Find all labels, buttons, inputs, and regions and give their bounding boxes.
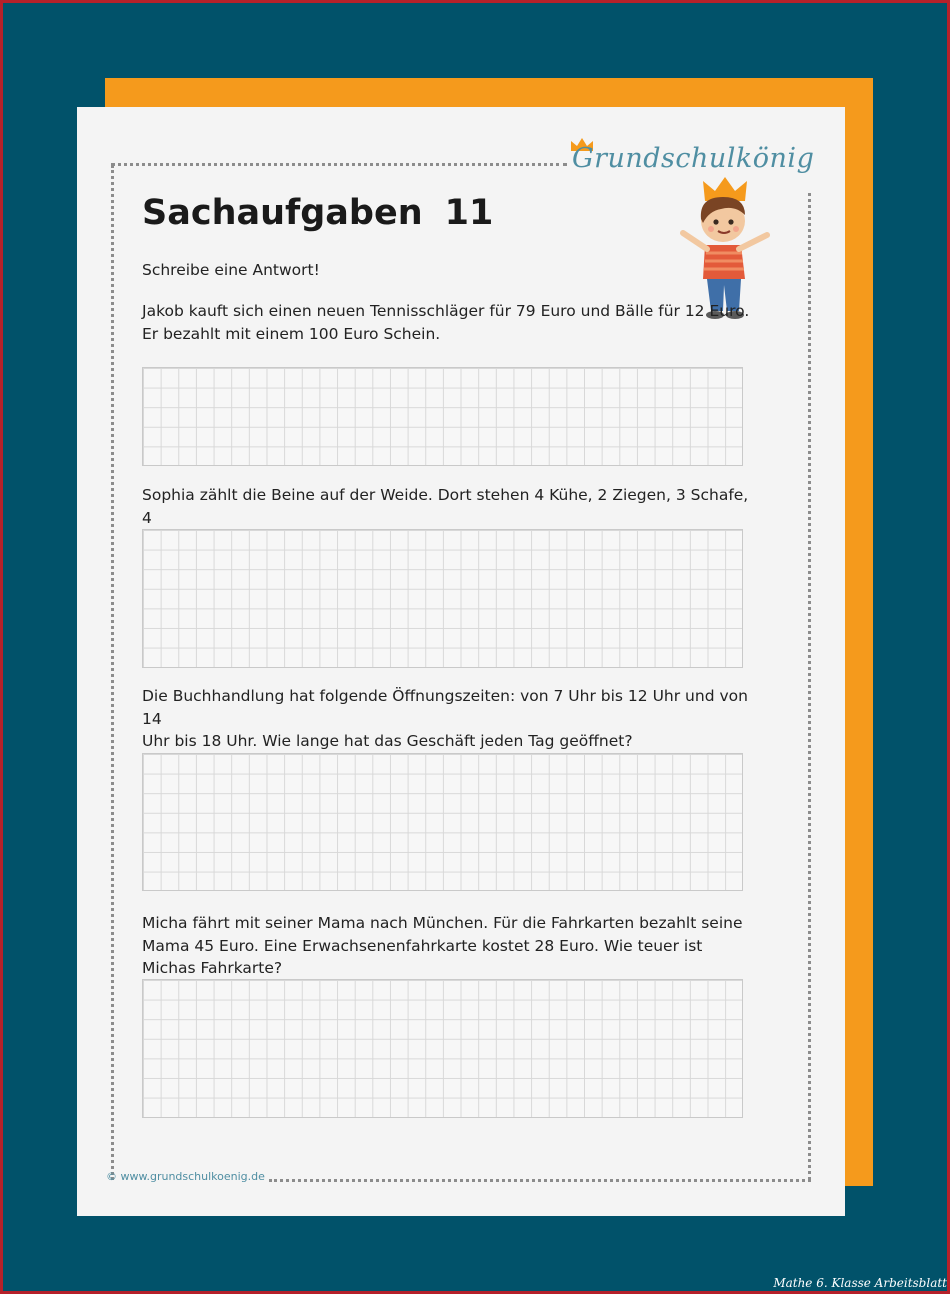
task-line: Michas Fahrkarte? [142, 959, 283, 977]
answer-grid-4[interactable] [142, 979, 743, 1118]
dotted-border-bottom [269, 1179, 811, 1182]
dotted-border-right [808, 193, 811, 1180]
task-3 [142, 685, 762, 753]
task-line: Er bezahlt mit einem 100 Euro Schein. [142, 324, 441, 343]
task-line: Jakob kauft sich einen neuen Tennisschläger für 79 Euro und Bälle für 12 Euro. [142, 302, 750, 320]
task-4 [142, 912, 762, 980]
dotted-border-left [111, 165, 114, 1180]
copyright-footer: © www.grundschulkoenig.de [106, 1170, 265, 1183]
instruction-text: Schreibe eine Antwort! [142, 261, 320, 279]
answer-grid-2[interactable] [142, 529, 743, 668]
title-text: Sachaufgaben [142, 193, 423, 233]
dotted-border-top [111, 163, 567, 166]
task-line: Micha fährt mit seiner Mama nach München. Für die Fahrkarten bezahlt seine [142, 914, 743, 932]
worksheet-page [77, 107, 845, 1216]
task-line: Die Buchhandlung hat folgende Öffnungszeiten: von 7 Uhr bis 12 Uhr und von 14 [142, 687, 748, 728]
title-number: 11 [444, 193, 494, 233]
task-line: Mama 45 Euro. Eine Erwachsenenfahrkarte kostet 28 Euro. Wie teuer ist [142, 936, 703, 955]
answer-grid-1[interactable] [142, 367, 743, 466]
worksheet-title [142, 193, 493, 233]
answer-grid-3[interactable] [142, 753, 743, 891]
brand-logo: Grundschulkönig [572, 143, 815, 174]
task-1 [142, 300, 762, 345]
image-caption: Mathe 6. Klasse Arbeitsblatt [773, 1276, 947, 1290]
task-line: Uhr bis 18 Uhr. Wie lange hat das Geschäft jeden Tag geöffnet? [142, 732, 633, 750]
task-line: Sophia zählt die Beine auf der Weide. Dort stehen 4 Kühe, 2 Ziegen, 3 Schafe, 4 [142, 486, 749, 527]
